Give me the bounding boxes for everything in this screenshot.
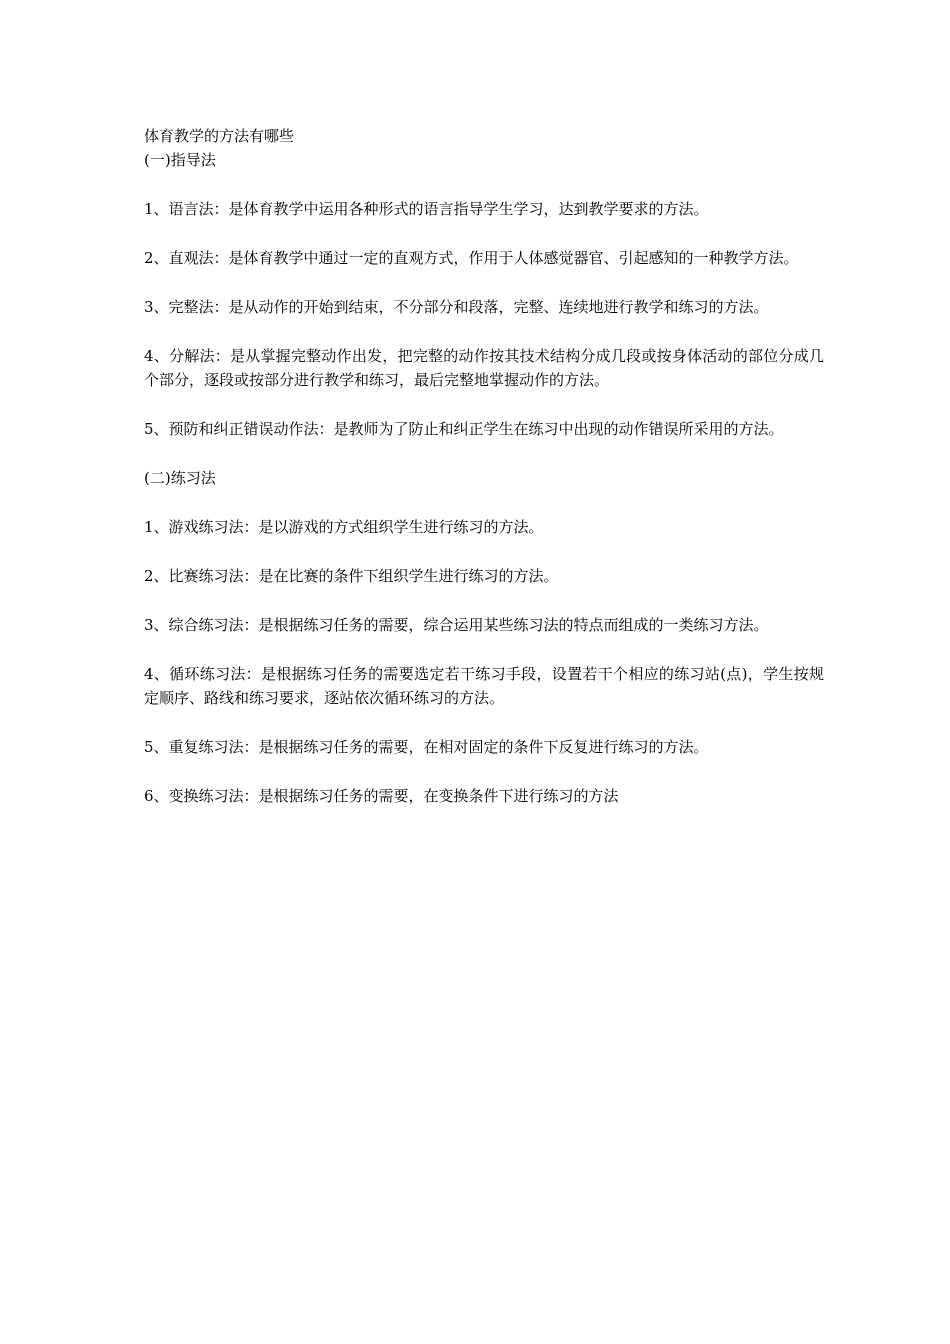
list-item: 2、直观法：是体育教学中通过一定的直观方式，作用于人体感觉器官、引起感知的一种教学方法。 — [144, 249, 799, 267]
section-heading-guidance: (一)指导法 — [144, 151, 216, 169]
list-item: 5、预防和纠正错误动作法：是教师为了防止和纠正学生在练习中出现的动作错误所采用的方法。 — [144, 420, 784, 438]
list-item: 1、语言法：是体育教学中运用各种形式的语言指导学生学习，达到教学要求的方法。 — [144, 200, 709, 218]
list-item: 4、分解法：是从掌握完整动作出发，把完整的动作按其技术结构分成几段或按身体活动的部位分成几个部分，逐段或按部分进行教学和练习，最后完整地掌握动作的方法。 — [144, 347, 824, 389]
document-title: 体育教学的方法有哪些 — [144, 127, 295, 145]
document-body — [144, 124, 824, 808]
list-item: 3、综合练习法：是根据练习任务的需要，综合运用某些练习法的特点而组成的一类练习方法。 — [144, 616, 769, 634]
list-item: 5、重复练习法：是根据练习任务的需要，在相对固定的条件下反复进行练习的方法。 — [144, 738, 709, 756]
list-item: 4、循环练习法：是根据练习任务的需要选定若干练习手段，设置若干个相应的练习站(点)，学生按规定顺序、路线和练习要求，逐站依次循环练习的方法。 — [144, 665, 824, 707]
section-heading-practice: (二)练习法 — [144, 469, 216, 487]
list-item: 3、完整法：是从动作的开始到结束，不分部分和段落，完整、连续地进行教学和练习的方法。 — [144, 298, 769, 316]
list-item: 1、游戏练习法：是以游戏的方式组织学生进行练习的方法。 — [144, 518, 544, 536]
list-item: 6、变换练习法：是根据练习任务的需要，在变换条件下进行练习的方法 — [144, 787, 619, 805]
list-item: 2、比赛练习法：是在比赛的条件下组织学生进行练习的方法。 — [144, 567, 559, 585]
